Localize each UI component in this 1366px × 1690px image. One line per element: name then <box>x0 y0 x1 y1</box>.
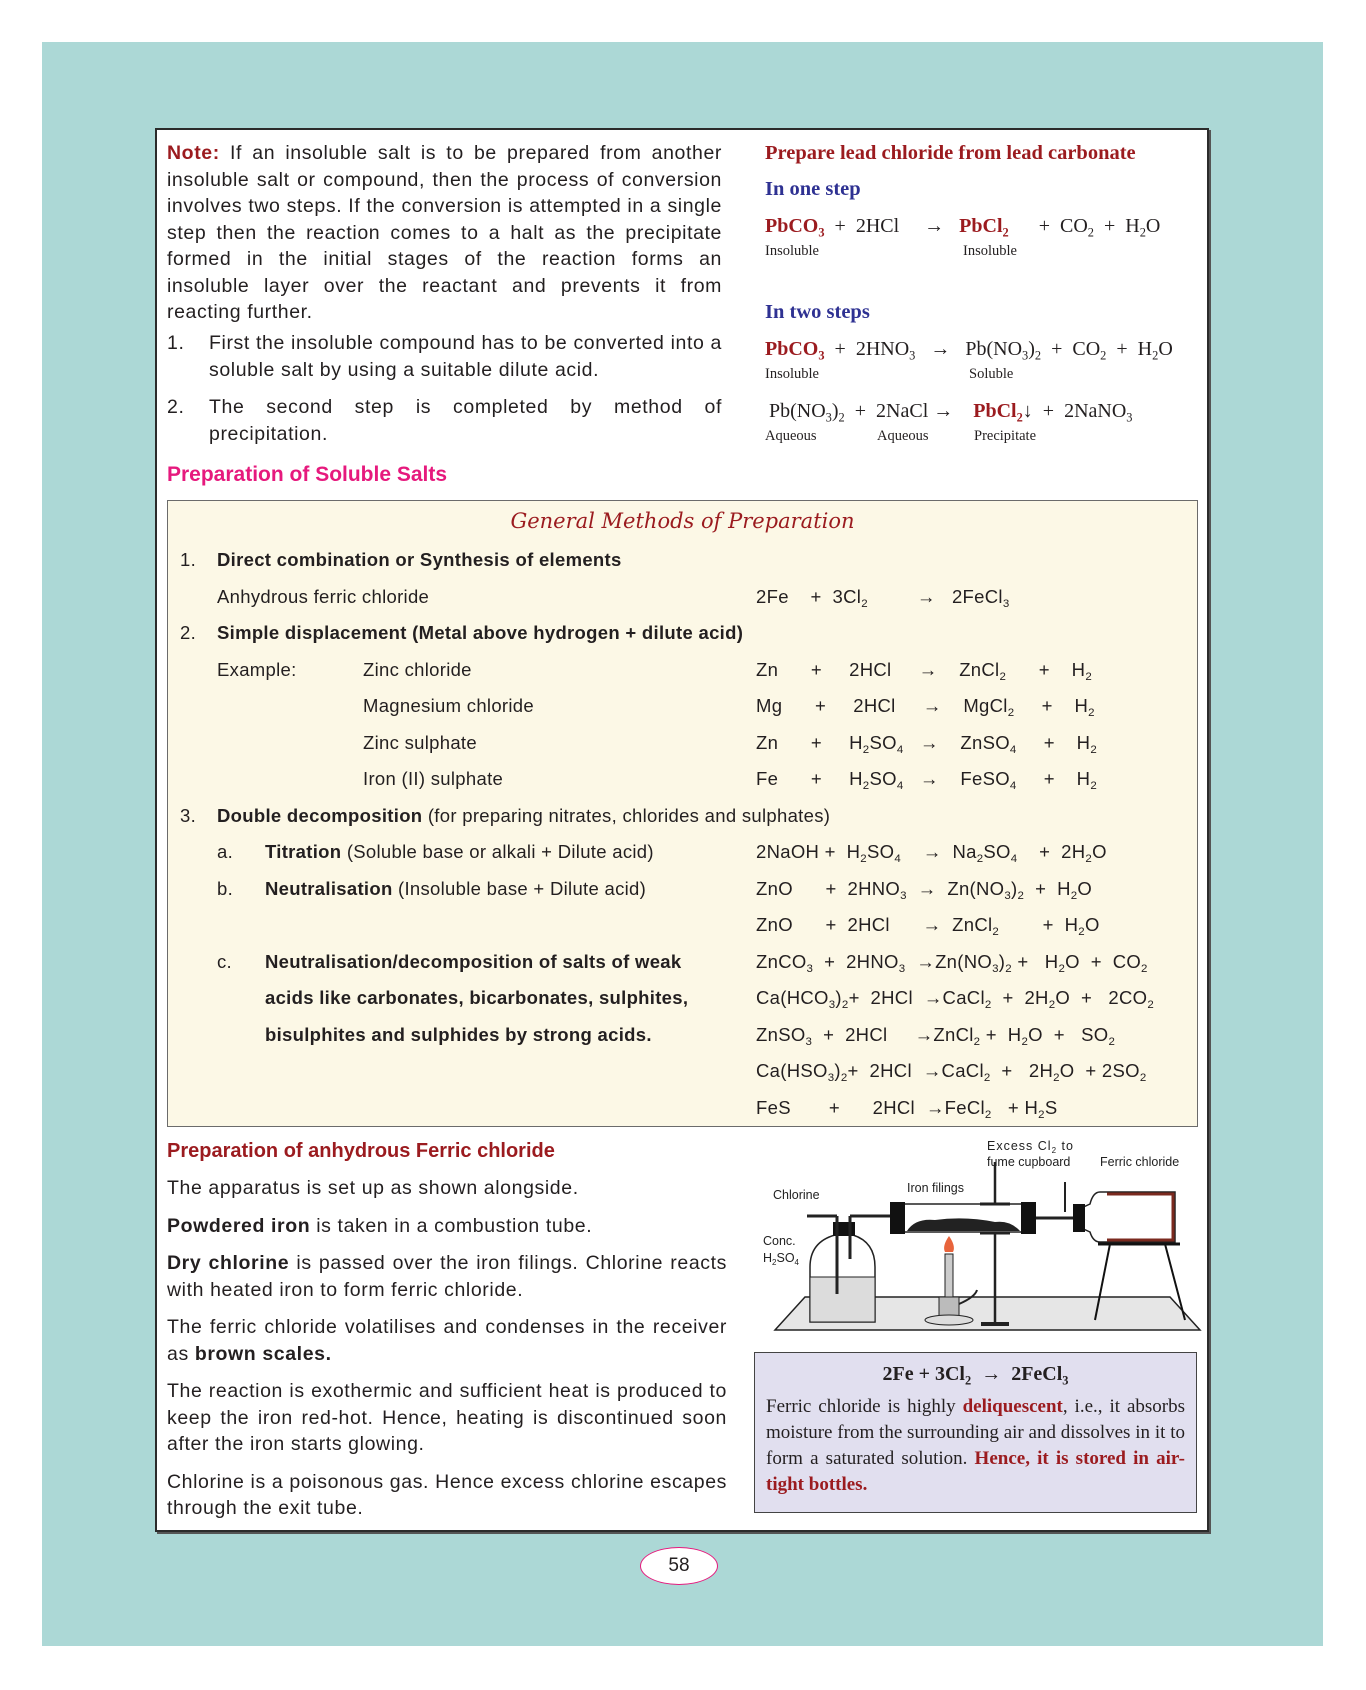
step-text: First the insoluble compound has to be converted into a soluble salt by using a suitable dilute acid. <box>209 332 722 381</box>
sub-title: Neutralisation (Insoluble base + Dilute acid) <box>265 878 647 899</box>
apparatus-diagram <box>755 1132 1207 1342</box>
label-soluble: Soluble <box>969 366 1014 382</box>
example-name: Iron (II) sulphate <box>363 768 504 789</box>
one-step-heading: In one step <box>765 178 861 200</box>
one-step-equation: PbCO$_3$ + 2HCl → PbCl$_2$ + $CO_2 + H_2O$ <box>765 215 1161 240</box>
page-number: 58 <box>640 1547 718 1585</box>
method-title: Simple displacement (Metal above hydrogen + dilute acid) <box>217 622 744 643</box>
method-number: 3. <box>180 805 197 826</box>
method-title: Direct combination or Synthesis of elements <box>217 549 622 570</box>
ferric-equation: $2Fe + 3Cl_2$ → 2FeCl$_3$ <box>882 1363 1069 1388</box>
method-title: Double decomposition (for preparing nitrates, chlorides and sulphates) <box>217 805 831 826</box>
svg-text:Ferric chloride: Ferric chloride <box>1100 1155 1180 1169</box>
label-insoluble: Insoluble <box>765 366 819 382</box>
textbook-page <box>155 128 1209 1532</box>
label-precipitate: Precipitate <box>974 428 1037 444</box>
two-steps-heading: In two steps <box>765 301 870 323</box>
equation-ferric: 2Fe + $3Cl_2$ → 2FeCl$_3$ <box>756 586 1010 610</box>
example-name: Zinc chloride <box>363 659 472 680</box>
equation-zinc-chloride: Zn + 2HCl → ZnCl$_2$ + $H_2$ <box>756 659 1093 683</box>
ferric-paragraphs <box>167 1175 727 1522</box>
sub-letter: b. <box>217 878 234 899</box>
ferric-p4: The ferric chloride volatilises and condenses in the receiver as brown scales. <box>167 1316 727 1365</box>
note-text: If an insoluble salt is to be prepared from another insoluble salt or compound, then the process of conversion involves two steps. If the conversion is attempted in a single step then the reaction comes to a halt as the precipitate formed in the initial stages of the reaction forms an insoluble layer over the reactant and prevents it from reacting further. <box>167 142 722 323</box>
svg-text:Chlorine: Chlorine <box>773 1188 820 1202</box>
equation-znco3: ZnCO$_3$ + $2HNO_3 \to Zn(NO_3)_2 + H_2O + CO_2$ <box>756 951 1148 975</box>
label-aqueous: Aqueous <box>877 428 929 444</box>
ferric-info-box <box>754 1352 1197 1513</box>
receiver-flask <box>1077 1192 1175 1242</box>
sub-title-line: acids like carbonates, bicarbonates, sulphites, <box>265 987 689 1008</box>
label-insoluble: Insoluble <box>765 243 819 259</box>
flame-icon <box>944 1236 954 1252</box>
method-number: 2. <box>180 622 197 643</box>
step-number: 1. <box>167 332 185 354</box>
equation-zinc-sulphate: Zn + $H_2SO_4$ → ZnSO$_4$ + $H_2$ <box>756 732 1098 756</box>
ferric-p1: The apparatus is set up as shown alongside. <box>167 1177 579 1199</box>
example-label: Example: <box>217 659 297 680</box>
soluble-salts-heading: Preparation of Soluble Salts <box>167 463 448 486</box>
example-name: Magnesium chloride <box>363 695 534 716</box>
note-paragraph <box>167 140 722 326</box>
two-step-equation-1: PbCO$_3$ + $2HNO_3 \to Pb(NO_3)_2 + CO_2 + H_2O$ <box>765 338 1173 363</box>
equation-zno-hcl: ZnO + 2HCl → ZnCl$_2$ + $H_2O$ <box>756 914 1100 938</box>
label-insoluble: Insoluble <box>963 243 1017 259</box>
sub-letter: c. <box>217 951 232 972</box>
equation-znso3: ZnSO$_3$ + 2HCl →ZnCl$_2$ + $H_2O + SO_2$ <box>756 1024 1116 1048</box>
step-text: The second step is completed by method of precipitation. <box>209 396 722 445</box>
svg-text:Excess Cl2 to: Excess $Cl_2$ to <box>987 1139 1074 1155</box>
note-step-2 <box>167 394 722 447</box>
equation-titration: 2NaOH + $H_2SO_4$ → $Na_2SO_4$ + $2H_2O$ <box>756 841 1107 865</box>
ferric-p3: Dry chlorine is passed over the iron filings. Chlorine reacts with heated iron to form ferric chloride. <box>167 1252 727 1301</box>
note-step-1 <box>167 330 722 383</box>
note-label: Note: <box>167 142 220 164</box>
equation-cahco3: $Ca(HCO_3)_2+ 2HCl$ →CaCl$_2$ + $2H_2O + 2CO_2$ <box>756 987 1155 1011</box>
svg-text:Iron filings: Iron filings <box>907 1181 964 1195</box>
step-number: 2. <box>167 396 185 418</box>
sub-letter: a. <box>217 841 234 862</box>
svg-text:Conc.: Conc. <box>763 1234 796 1248</box>
ferric-info-text: Ferric chloride is highly deliquescent, i.e., it absorbs moisture from the surrounding air and dissolves in it to form a saturated solution. Hence, it is stored in air-tight bottles. <box>766 1396 1185 1495</box>
ferric-p6: Chlorine is a poisonous gas. Hence excess chlorine escapes through the exit tube. <box>167 1470 727 1519</box>
sub-title: Titration (Soluble base or alkali + Dilute acid) <box>265 841 654 862</box>
ferric-heading: Preparation of anhydrous Ferric chloride <box>167 1140 555 1162</box>
equation-zno-hno3: ZnO + $2HNO_3 \to Zn(NO_3)_2 + H_2O$ <box>756 878 1093 902</box>
example-name: Zinc sulphate <box>363 732 477 753</box>
equation-fes: FeS + 2HCl →FeCl$_2$ + $H_2S$ <box>756 1097 1058 1121</box>
sub-title-line: Neutralisation/decomposition of salts of weak <box>265 951 682 972</box>
svg-text:H2SO4: $H_2SO_4$ <box>763 1251 799 1267</box>
method-number: 1. <box>180 549 197 570</box>
svg-text:fume cupboard: fume cupboard <box>987 1155 1071 1169</box>
ferric-p2: Powdered iron is taken in a combustion tube. <box>167 1214 593 1237</box>
general-methods-box <box>167 500 1198 1127</box>
equation-iron-sulphate: Fe + $H_2SO_4$ → FeSO$_4$ + $H_2$ <box>756 768 1098 792</box>
ferric-p5: The reaction is exothermic and sufficient heat is produced to keep the iron red-hot. Hence, heating is discontinued soon after the iron starts glowing. <box>167 1380 727 1455</box>
two-step-equation-2: $Pb(NO_3)_2$ + 2NaCl → PbCl$_2$↓ + 2NaNO$_3$ <box>769 400 1133 425</box>
general-methods-title: General Methods of Preparation <box>510 509 855 533</box>
label-aqueous: Aqueous <box>765 428 817 444</box>
sub-title-line: bisulphites and sulphides by strong acids. <box>265 1024 652 1045</box>
equation-magnesium-chloride: Mg + 2HCl → MgCl$_2$ + $H_2$ <box>756 695 1095 719</box>
equation-cahso3: $Ca(HSO_3)_2+ 2HCl$ →CaCl$_2$ + $2H_2O + 2SO_2$ <box>756 1060 1147 1084</box>
example-name: Anhydrous ferric chloride <box>217 586 430 607</box>
lead-chloride-title: Prepare lead chloride from lead carbonate <box>765 142 1136 164</box>
